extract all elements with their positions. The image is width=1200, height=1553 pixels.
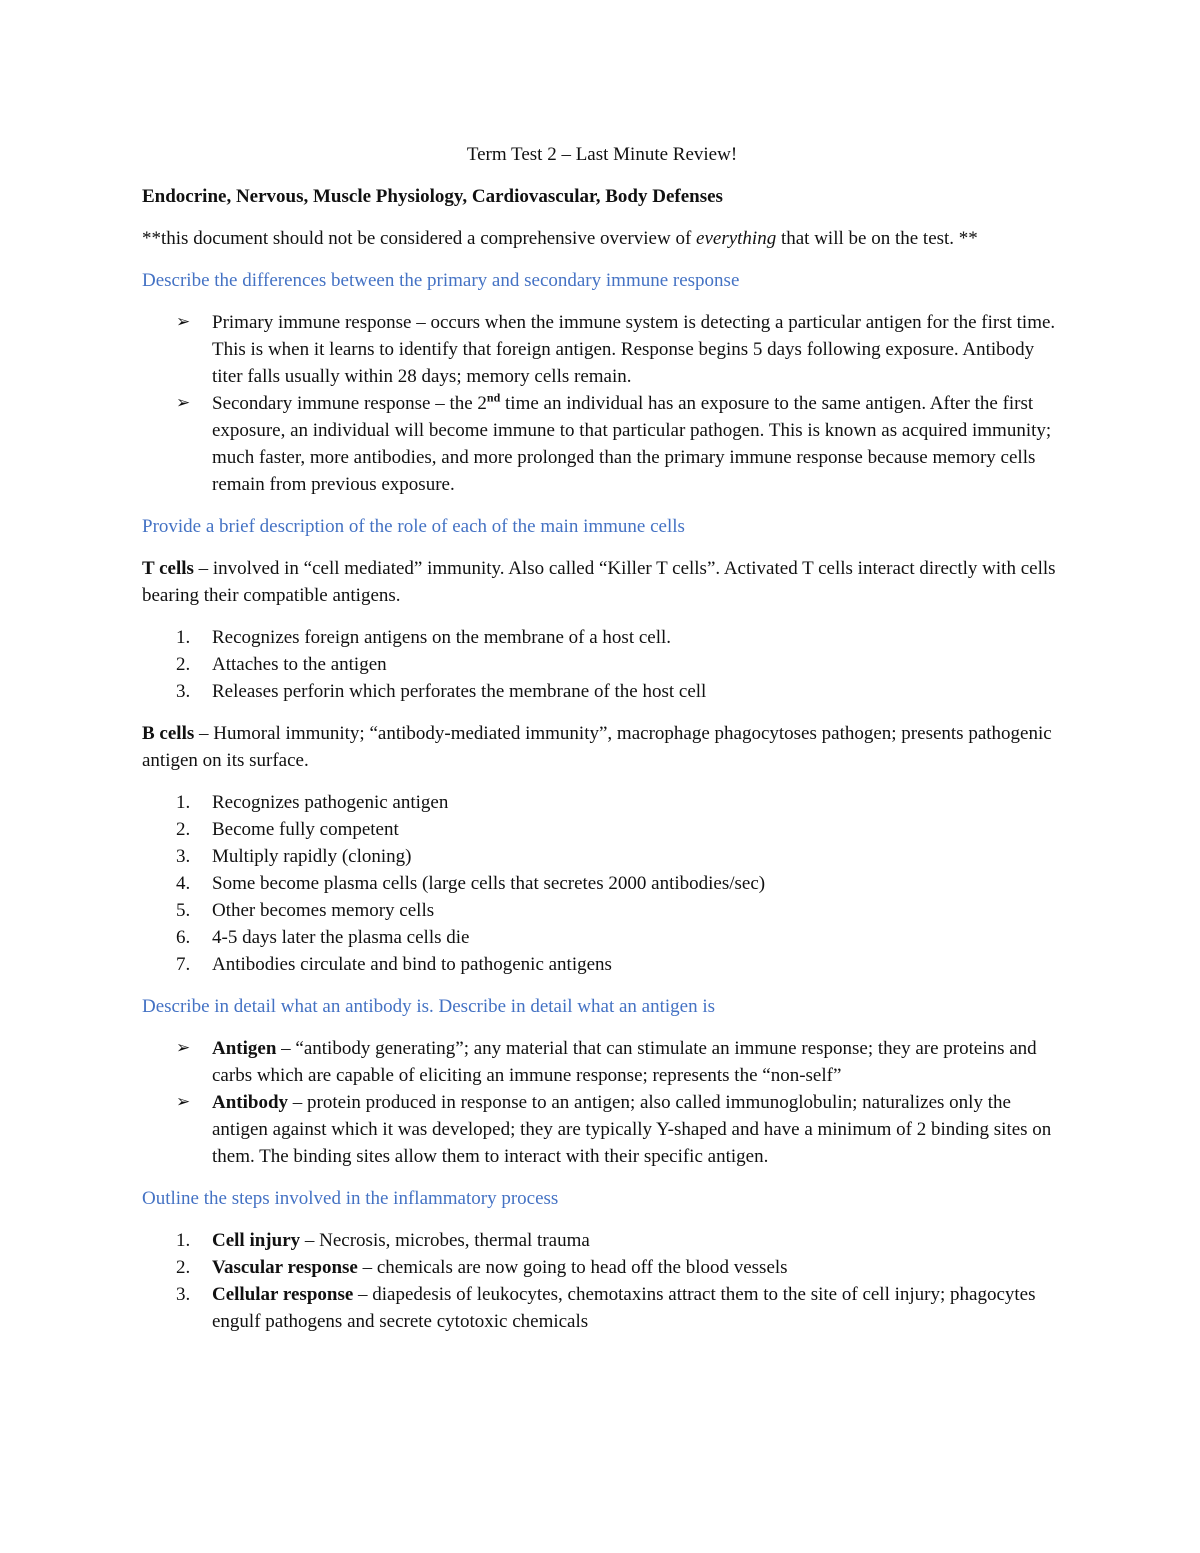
arrow-bullet-icon: ➢ (176, 1038, 191, 1058)
list-number: 2. (176, 1257, 191, 1278)
list-item (142, 1035, 1062, 1089)
list-item (142, 624, 1062, 651)
list-number: 7. (176, 954, 191, 975)
t-cells-description (142, 555, 1062, 609)
list-item (142, 843, 1062, 870)
step-label: Cellular response (212, 1284, 354, 1305)
list-item-text: Multiply rapidly (cloning) (212, 846, 412, 867)
list-item (142, 870, 1062, 897)
list-number: 5. (176, 900, 191, 921)
arrow-bullet-icon: ➢ (176, 312, 191, 332)
list-item-text: Other becomes memory cells (212, 900, 435, 921)
inflammation-steps (142, 1227, 1062, 1335)
term-definition: – protein produced in response to an antigen; also called immunoglobulin; naturalizes only the antigen against which it was developed; they are typically Y-shaped and have a minimum of 2 binding sites on them. The binding sites allow them to interact with their specific antigen. (212, 1092, 1052, 1167)
list-item-text-after: time an individual has an exposure to the same antigen. After the first exposure, an individual will become immune to that particular pathogen. This is known as acquired immunity; much faster, more antibodies, and more prolonged than the primary immune response because memory cells remain from previous exposure. (212, 393, 1052, 495)
b-cells-text: – Humoral immunity; “antibody-mediated immunity”, macrophage phagocytoses pathogen; presents pathogenic antigen on its surface. (142, 723, 1052, 771)
disclaimer-after: that will be on the test. ** (776, 228, 978, 249)
term-definition: – “antibody generating”; any material that can stimulate an immune response; they are proteins and carbs which are capable of eliciting an immune response; represents the “non-self” (212, 1038, 1037, 1086)
step-text: – chemicals are now going to head off the blood vessels (357, 1257, 788, 1278)
list-item (142, 951, 1062, 978)
b-cells-steps (142, 789, 1062, 978)
list-item-text-before: Secondary immune response – the 2 (212, 393, 487, 414)
list-number: 1. (176, 792, 191, 813)
b-cells-description (142, 720, 1062, 774)
list-item (142, 1254, 1062, 1281)
list-number: 3. (176, 1284, 191, 1305)
t-cells-text: – involved in “cell mediated” immunity. Also called “Killer T cells”. Activated T cells interact directly with cells bearing their compatible antigens. (142, 558, 1056, 606)
term-label: Antibody (212, 1092, 289, 1113)
list-item-text: Antibodies circulate and bind to pathogenic antigens (212, 954, 612, 975)
ordinal-superscript: nd (486, 390, 501, 405)
list-item-text: Some become plasma cells (large cells that secretes 2000 antibodies/sec) (212, 873, 766, 894)
list-item (142, 924, 1062, 951)
list-number: 6. (176, 927, 191, 948)
section-heading-antibody-antigen: Describe in detail what an antibody is. Describe in detail what an antigen is (142, 996, 715, 1017)
immune-response-list (142, 309, 1062, 498)
term-label: Antigen (212, 1038, 277, 1059)
list-item-text: Become fully competent (212, 819, 399, 840)
list-item-text: Releases perforin which perforates the membrane of the host cell (212, 681, 707, 702)
t-cells-steps (142, 624, 1062, 705)
list-item (142, 390, 1062, 498)
arrow-bullet-icon: ➢ (176, 393, 191, 413)
t-cells-label: T cells (142, 558, 194, 579)
list-item (142, 1281, 1062, 1335)
page-title: Term Test 2 – Last Minute Review! (466, 144, 738, 165)
list-item (142, 789, 1062, 816)
list-item-text: Primary immune response – occurs when the immune system is detecting a particular antigen for the first time. This is when it learns to identify that foreign antigen. Response begins 5 days following exposure. Antibody titer falls usually within 28 days; memory cells remain. (212, 312, 1056, 387)
step-label: Vascular response (212, 1257, 358, 1278)
list-item (142, 816, 1062, 843)
antibody-antigen-list (142, 1035, 1062, 1170)
step-label: Cell injury (212, 1230, 301, 1251)
arrow-bullet-icon: ➢ (176, 1092, 191, 1112)
disclaimer (142, 225, 1062, 252)
list-number: 2. (176, 654, 191, 675)
section-heading-immune-cells: Provide a brief description of the role of each of the main immune cells (142, 516, 685, 537)
section-heading-inflammation: Outline the steps involved in the inflammatory process (142, 1188, 559, 1209)
list-item-text: Attaches to the antigen (212, 654, 387, 675)
list-item (142, 678, 1062, 705)
disclaimer-before: **this document should not be considered a comprehensive overview of (142, 228, 697, 249)
disclaimer-emphasis: everything (696, 228, 777, 249)
list-number: 1. (176, 627, 191, 648)
list-item (142, 1089, 1062, 1170)
list-number: 4. (176, 873, 191, 894)
section-heading-immune-response: Describe the differences between the primary and secondary immune response (142, 270, 740, 291)
list-number: 2. (176, 819, 191, 840)
list-item (142, 897, 1062, 924)
list-item (142, 309, 1062, 390)
list-item (142, 651, 1062, 678)
step-text: – Necrosis, microbes, thermal trauma (300, 1230, 590, 1251)
document-body (142, 141, 1062, 1350)
list-item (142, 1227, 1062, 1254)
page-subtitle: Endocrine, Nervous, Muscle Physiology, Cardiovascular, Body Defenses (142, 186, 723, 207)
list-item-text: Recognizes foreign antigens on the membrane of a host cell. (212, 627, 672, 648)
list-number: 1. (176, 1230, 191, 1251)
list-number: 3. (176, 681, 191, 702)
list-item-text: Recognizes pathogenic antigen (212, 792, 449, 813)
step-text: – diapedesis of leukocytes, chemotaxins attract them to the site of cell injury; phagocytes engulf pathogens and secrete cytotoxic chemicals (212, 1284, 1036, 1332)
b-cells-label: B cells (142, 723, 195, 744)
list-number: 3. (176, 846, 191, 867)
list-item-text: 4-5 days later the plasma cells die (212, 927, 470, 948)
